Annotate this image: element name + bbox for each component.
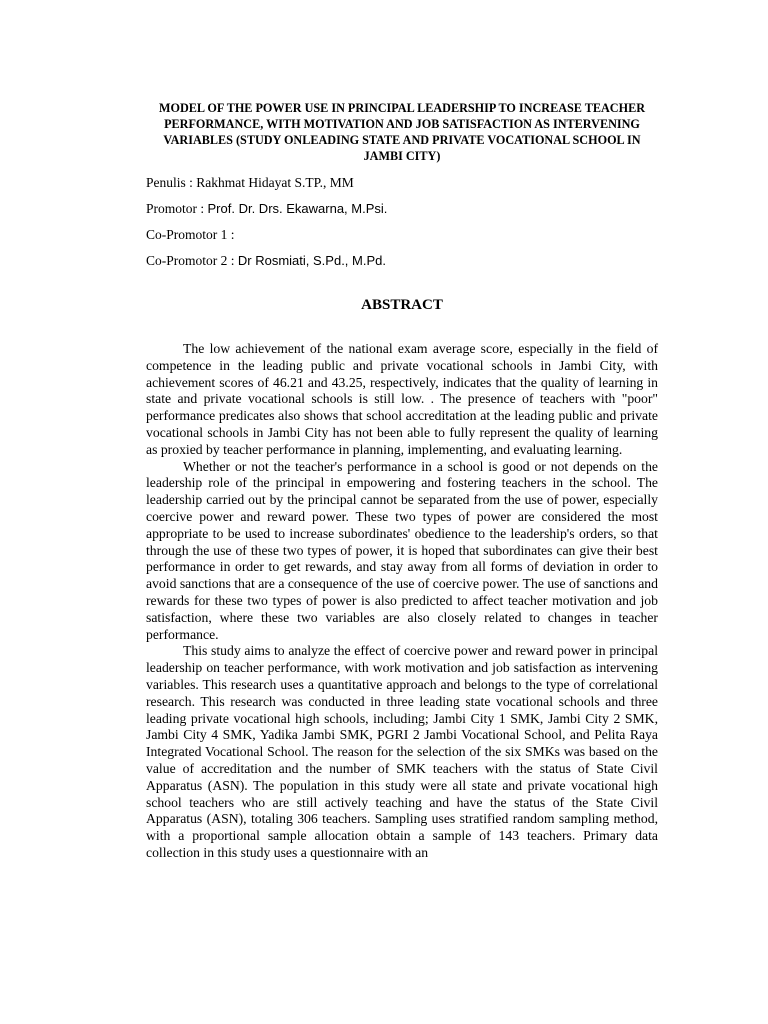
- promotor-label: Promotor :: [146, 201, 208, 216]
- author-label: Penulis :: [146, 175, 197, 190]
- copromotor1-line: [146, 226, 658, 243]
- promotor-value: Prof. Dr. Drs. Ekawarna, M.Psi.: [207, 201, 388, 216]
- promotor-line: [146, 200, 658, 217]
- copromotor2-value: Dr Rosmiati, S.Pd., M.Pd.: [237, 253, 386, 268]
- abstract-paragraph: The low achievement of the national exam average score, especially in the field of competence in the leading public and private vocational schools in Jambi City, with achievement scores of 46.21 and 43.25, respectively, indicates that the quality of learning in state and private vocational schools is still low. . The presence of teachers with "poor" performance predicates also shows that school accreditation at the leading public and private vocational schools in Jambi City has not been able to fully represent the quality of learning as proxied by teacher performance in planning, implementing, and evaluating learning.: [146, 341, 658, 457]
- author-line: [146, 174, 658, 191]
- document-page: [146, 100, 658, 862]
- abstract-paragraph: This study aims to analyze the effect of coercive power and reward power in principal leadership on teacher performance, with work motivation and job satisfaction as intervening variables. This research uses a quantitative approach and belongs to the type of correlational research. This research was conducted in three leading state vocational schools and three leading private vocational high schools, including; Jambi City 1 SMK, Jambi City 2 SMK, Jambi City 4 SMK, Yadika Jambi SMK, PGRI 2 Jambi Vocational School, and Pelita Raya Integrated Vocational School. The reason for the selection of the six SMKs was based on the value of accreditation and the number of SMK teachers with the status of State Civil Apparatus (ASN). The population in this study were all state and private vocational high school teachers who are still actively teaching and have the status of the State Civil Apparatus (ASN), totaling 306 teachers. Sampling uses stratified random sampling method, with a proportional sample allocation obtain a sample of 143 teachers. Primary data collection in this study uses a questionnaire with an: [146, 643, 658, 860]
- abstract-heading: ABSTRACT: [361, 297, 443, 313]
- copromotor1-label: Co-Promotor 1 :: [146, 227, 235, 242]
- author-value: Rakhmat Hidayat S.TP., MM: [196, 175, 354, 190]
- abstract-paragraph: Whether or not the teacher's performance in a school is good or not depends on the leadership role of the principal in empowering and fostering teachers in the school. The leadership carried out by the principal cannot be separated from the use of power, especially coercive power and reward power. These two types of power are considered the most appropriate to be used to increase subordinates' obedience to the leadership's orders, so that through the use of these two types of power, it is hoped that subordinates can give their best performance in order to get rewards, and stay away from all forms of deviation in order to avoid sanctions that are a consequence of the use of coercive power. The use of sanctions and rewards for these two types of power is also predicted to affect teacher motivation and job satisfaction, where these two variables are also closely related to changes in teacher performance.: [146, 458, 658, 642]
- document-title: MODEL OF THE POWER USE IN PRINCIPAL LEADERSHIP TO INCREASE TEACHER PERFORMANCE, WITH MOTIVATION AND JOB SATISFACTION AS INTERVENING VARIABLES (STUDY ONLEADING STATE AND PRIVATE VOCATIONAL SCHOOL IN JAMBI CITY): [158, 101, 646, 163]
- copromotor2-line: [146, 252, 658, 269]
- abstract-body: [146, 341, 658, 862]
- copromotor2-label: Co-Promotor 2 :: [146, 253, 238, 268]
